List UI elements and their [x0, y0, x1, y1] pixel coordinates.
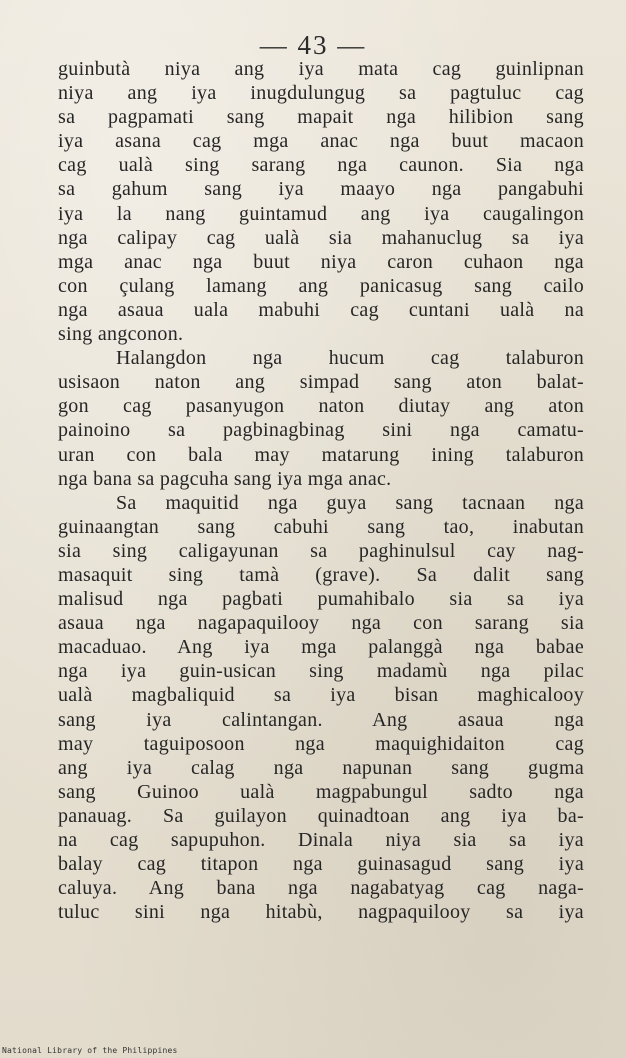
library-credit: National Library of the Philippines: [2, 1046, 178, 1055]
text-line: sa pagpamati sang mapait nga hilibion sang: [58, 106, 584, 129]
text-line: guinbutà niya ang iya mata cag guinlipnan: [58, 58, 584, 80]
text-line: panauag. Sa guilayon quinadtoan ang iya ba-: [58, 804, 584, 827]
text-line: caluya. Ang bana nga nagabatyag cag naga-: [58, 877, 584, 900]
text-line: may taguiposoon nga maquighidaiton cag: [58, 732, 584, 755]
text-line: nga bana sa pagcuha sang iya mga anac.: [58, 467, 392, 490]
text-line: na cag sapupuhon. Dinala niya sia sa iya: [58, 829, 584, 851]
text-line: iya la nang guintamud ang iya caugalingon: [58, 202, 584, 225]
text-line: Halangdon nga hucum cag talaburon: [116, 347, 584, 370]
text-line: balay cag titapon nga guinasagud sang iya: [58, 853, 584, 876]
text-line: mga anac nga buut niya caron cuhaon nga: [58, 250, 584, 273]
text-line: gon cag pasanyugon naton diutay ang aton: [58, 395, 584, 418]
text-line: sing angconon.: [58, 323, 184, 346]
text-line: iya asana cag mga anac nga buut macaon: [58, 130, 584, 153]
text-line: nga iya guin-usican sing madamù nga pilac: [58, 660, 584, 683]
text-line: uran con bala may matarung ining talaburon: [58, 443, 584, 466]
text-line: niya ang iya inugdulungug sa pagtuluc cag: [58, 82, 584, 105]
text-line: usisaon naton ang simpad sang aton balat-: [58, 371, 584, 394]
text-line: cag ualà sing sarang nga caunon. Sia nga: [58, 154, 584, 177]
text-line: Sa maquitid nga guya sang tacnaan nga: [116, 491, 584, 514]
text-line: malisud nga pagbati pumahibalo sia sa iya: [58, 588, 584, 611]
text-line: nga asaua uala mabuhi cag cuntani ualà na: [58, 298, 584, 321]
text-line: sang iya calintangan. Ang asaua nga: [58, 708, 584, 731]
page-number: — 43 —: [259, 30, 367, 60]
text-line: tuluc sini nga hitabù, nagpaquilooy sa iya: [58, 901, 584, 924]
text-line: guinaangtan sang cabuhi sang tao, inabutan: [58, 515, 584, 538]
text-line: con çulang lamang ang panicasug sang cailo: [58, 274, 584, 297]
text-line: sang Guinoo ualà magpabungul sadto nga: [58, 780, 584, 803]
text-line: sia sing caligayunan sa paghinulsul cay nag-: [58, 539, 584, 562]
text-line: sa gahum sang iya maayo nga pangabuhi: [58, 178, 584, 201]
text-line: macaduao. Ang iya mga palanggà nga babae: [58, 636, 584, 659]
text-line: ang iya calag nga napunan sang gugma: [58, 756, 584, 779]
text-line: ualà magbaliquid sa iya bisan maghicalooy: [58, 684, 584, 707]
text-line: masaquit sing tamà (grave). Sa dalit sang: [58, 563, 584, 586]
text-line: painoino sa pagbinagbinag sini nga camatu-: [58, 419, 584, 442]
body-text: [58, 57, 584, 924]
text-line: asaua nga nagapaquilooy nga con sarang sia: [58, 612, 584, 635]
text-line: nga calipay cag ualà sia mahanuclug sa iya: [58, 226, 584, 249]
